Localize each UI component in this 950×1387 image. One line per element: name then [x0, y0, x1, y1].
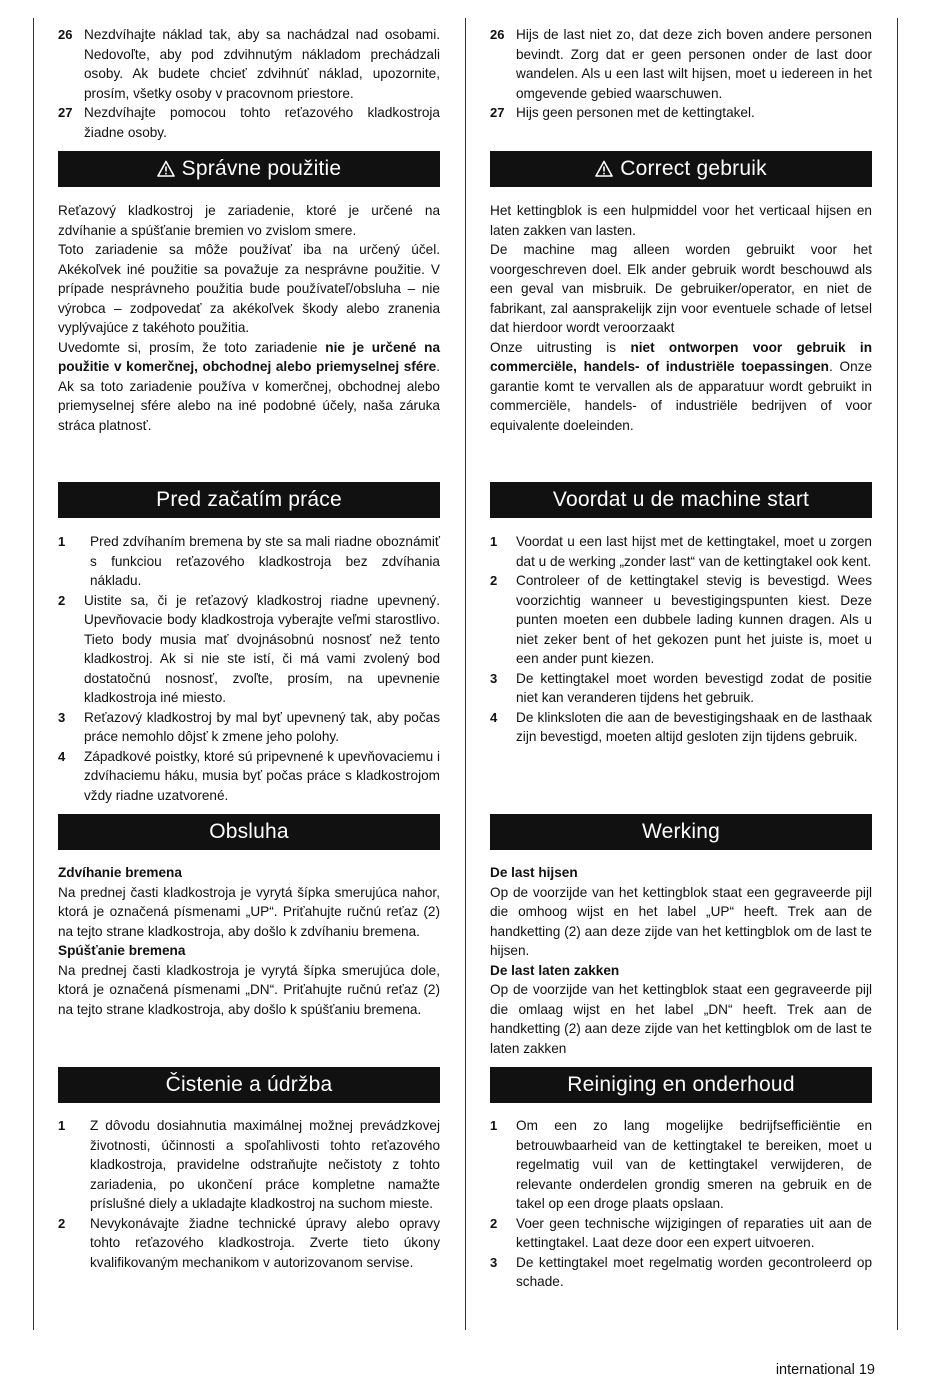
operation-body	[58, 863, 440, 1019]
list-item	[58, 1214, 440, 1273]
paragraph: Na prednej časti kladkostroja je vyrytá šípka smerujúca dole, ktorá je označená písmenami „DN“. Priťahujte ručnú reťaz (2) na tejto strane kladkostroja, aby došlo k spúšťaniu bremena.	[58, 962, 440, 1017]
list-item	[58, 103, 440, 142]
text-span: . Onze garantie komt te vervallen als de apparatuur wordt gebruikt in commerciële, handels- of industriële bedrijven of voor equivalente doeleinden.	[490, 359, 873, 433]
list-item	[58, 591, 440, 708]
heading-text: Voordat u de machine start	[552, 488, 810, 512]
list-item	[58, 25, 440, 103]
item-text: Nevykonávajte žiadne technické úpravy alebo opravy tohto reťazového kladkostroja. Zverte tieto úkony kvalifikovaným mechanikom v autorizovanom servise.	[90, 1215, 440, 1270]
heading-text: Obsluha	[209, 820, 289, 844]
text-span: . Ak sa toto zariadenie používa v komerčnej, obchodnej alebo priemyselnej sfére alebo na iné podobné účely, naša záruka stráca platnosť.	[58, 359, 440, 433]
right-margin-rule	[897, 18, 898, 1330]
item-text: Om een zo lang mogelijke bedrijfsefficiëntie en betrouwbaarheid van de kettingtakel te bereiken, moet u regelmatig vuil van de kettingtakel verwijderen, de relevante onderdelen grondig smeren na gebruik en de takel op een droge plaats opslaan.	[516, 1118, 872, 1211]
item-text: Nezdvíhajte náklad tak, aby sa nachádzal nad osobami. Nedovoľte, aby pod zdvihnutým nákladom prechádzali osoby. Ak budete chcieť zdvihnúť náklad, upozornite, prosím, všetky osoby v pracovnom priestore.	[84, 27, 440, 101]
maintenance-list	[58, 1116, 440, 1272]
list-item	[490, 571, 872, 669]
heading-text: Pred začatím práce	[156, 488, 342, 512]
correct-use-body	[58, 201, 440, 435]
paragraph: Reťazový kladkostroj je zariadenie, ktoré je určené na zdvíhanie a spúšťanie bremien vo zvislom smere.	[58, 203, 440, 238]
section-heading-maintenance	[58, 1067, 440, 1103]
section-heading-correct-use	[490, 151, 872, 187]
list-item	[58, 532, 440, 591]
item-text: De kettingtakel moet regelmatig worden gecontroleerd op schade.	[516, 1254, 872, 1289]
text-span: Onze uitrusting is	[490, 339, 631, 355]
section-heading-operation	[58, 814, 440, 850]
text-span: Uvedomte si, prosím, že toto zariadenie	[58, 339, 326, 355]
item-number: 3	[490, 670, 498, 686]
item-number: 26	[58, 27, 73, 42]
maintenance-list	[490, 1116, 872, 1292]
intro-list	[490, 25, 872, 123]
item-text: De klinksloten die aan de bevestigingshaak en de lasthaak zijn bevestigd, moeten altijd gesloten zijn tijdens gebruik.	[516, 709, 872, 744]
section-heading-before-start	[490, 482, 872, 518]
left-margin-rule	[33, 18, 34, 1330]
list-item	[58, 747, 440, 806]
item-number: 1	[58, 1118, 66, 1133]
paragraph	[490, 338, 872, 436]
item-text: Voordat u een last hijst met de kettingtakel, moet u zorgen dat u de werking „zonder last“ van de kettingtakel ook kent.	[516, 534, 872, 569]
list-item	[490, 103, 872, 123]
item-number: 1	[490, 534, 498, 549]
item-text: Pred zdvíhaním bremena by ste sa mali riadne oboznámiť s funkciou reťazového kladkostroja bez zdvíhania nákladu.	[90, 534, 440, 588]
item-number: 3	[58, 709, 66, 725]
intro-list	[58, 25, 440, 142]
paragraph: Toto zariadenie sa môže používať iba na určený účel. Akékoľvek iné použitie sa považuje za nesprávne použitie. V prípade nesprávneho použitia bude používateľ/obsluha – nie výrobca – zodpovedať za akékoľvek škody alebo zranenia vyplývajúce z takéhoto použitia.	[58, 242, 440, 335]
item-number: 4	[490, 709, 498, 725]
item-number: 4	[58, 748, 66, 764]
subheading: De last hijsen	[490, 865, 578, 880]
heading-text: Správne použitie	[181, 157, 342, 181]
paragraph: Het kettingblok is een hulpmiddel voor het verticaal hijsen en laten zakken van lasten.	[490, 203, 872, 238]
list-item	[490, 532, 872, 571]
list-item	[490, 25, 872, 103]
item-number: 27	[490, 105, 505, 120]
item-number: 2	[58, 592, 66, 608]
heading-text: Correct gebruik	[620, 157, 767, 181]
paragraph	[58, 338, 440, 436]
section-heading-before-start	[58, 482, 440, 518]
paragraph: Na prednej časti kladkostroja je vyrytá šípka smerujúca nahor, ktorá je označená písmenami „UP“. Priťahujte ručnú reťaz (2) na tejto strane kladkostroja, aby došlo k zdvíhaniu bremena.	[58, 884, 440, 939]
heading-text: Werking	[641, 820, 721, 844]
operation-body	[490, 863, 872, 1058]
item-number: 27	[58, 105, 73, 120]
item-number: 2	[490, 573, 498, 588]
list-item	[58, 1116, 440, 1214]
page-footer: international 19	[775, 1362, 875, 1378]
center-column-rule	[465, 18, 466, 1330]
item-number: 2	[58, 1215, 66, 1231]
item-number: 2	[490, 1215, 498, 1231]
bold-text: niet ontworpen voor gebruik in commerciële, handels- of industriële toepassingen	[490, 339, 872, 374]
item-number: 1	[490, 1118, 498, 1133]
list-item	[490, 1253, 872, 1292]
item-text: Reťazový kladkostroj by mal byť upevnený tak, aby počas práce nemohlo dôjsť k zmene jeho polohy.	[84, 709, 440, 744]
item-text: Nezdvíhajte pomocou tohto reťazového kladkostroja žiadne osoby.	[84, 105, 440, 140]
paragraph: Op de voorzijde van het kettingblok staat een gegraveerde pijl die omhoog wijst en het label „UP“ heeft. Trek aan de handketting (2) aan deze zijde van het kettingblok om de last te hijsen.	[490, 884, 872, 958]
warning-triangle-icon	[595, 160, 613, 178]
subheading: Spúšťanie bremena	[58, 943, 186, 958]
section-heading-operation	[490, 814, 872, 850]
list-item	[490, 1116, 872, 1214]
item-text: De kettingtakel moet worden bevestigd zodat de positie niet kan veranderen tijdens het gebruik.	[516, 670, 872, 705]
paragraph: De machine mag alleen worden gebruikt voor het voorgeschreven doel. Elk ander gebruik wordt beschouwd als een geval van misbruik. De gebruiker/operator, en niet de fabrikant, zal aansprakelijk zijn voor eventuele schade of letsel dat hierdoor wordt veroorzaakt	[490, 242, 872, 335]
list-item	[490, 669, 872, 708]
list-item	[490, 708, 872, 747]
item-text: Uistite sa, či je reťazový kladkostroj riadne upevnený. Upevňovacie body kladkostroja vyberajte veľmi starostlivo. Tieto body musia mať dvojnásobnú nosnosť než tento kladkostroj. Ak si nie ste istí, či má vami zvolený bod dostatočnú nosnosť, zvoľte, prosím, na upevnenie kladkostroja iné miesto.	[84, 592, 440, 705]
item-text: Controleer of de kettingtakel stevig is bevestigd. Wees voorzichtig wanneer u bevestigingspunten kiest. Deze punten moeten een dubbele lading kunnen dragen. Als u niet zeker bent of het gekozen punt het juiste is, moet u een ander punt kiezen.	[516, 573, 872, 666]
heading-text: Čistenie a údržba	[165, 1073, 333, 1097]
item-number: 3	[490, 1254, 498, 1270]
subheading: De last laten zakken	[490, 962, 620, 978]
list-item	[490, 1214, 872, 1253]
warning-triangle-icon	[157, 160, 175, 178]
section-heading-correct-use	[58, 151, 440, 187]
item-text: Hijs geen personen met de kettingtakel.	[516, 105, 755, 120]
before-start-list	[490, 532, 872, 747]
heading-text: Reiniging en onderhoud	[567, 1073, 795, 1097]
before-start-list	[58, 532, 440, 805]
correct-use-body	[490, 201, 872, 435]
item-number: 1	[58, 534, 66, 549]
item-number: 26	[490, 27, 505, 42]
subheading: Zdvíhanie bremena	[58, 865, 182, 880]
list-item	[58, 708, 440, 747]
item-text: Voer geen technische wijzigingen of reparaties uit aan de kettingtakel. Laat deze door een expert uitvoeren.	[516, 1215, 872, 1250]
item-text: Z dôvodu dosiahnutia maximálnej možnej prevádzkovej životnosti, účinnosti a spoľahlivosti tohto reťazového kladkostroja, pravidelne odstraňujte nečistoty z tohto zariadenia, po ukončení práce kompletne namažte príslušné diely a ukladajte kladkostroj na suchom mieste.	[90, 1118, 440, 1211]
bold-text: nie je určené na použitie v komerčnej, obchodnej alebo priemyselnej sfére	[58, 339, 440, 374]
item-text: Hijs de last niet zo, dat deze zich boven andere personen bevindt. Zorg dat er geen personen onder de last door wandelen. Als u een last wilt hijsen, moet u iedereen in het omgevende gebied waarschuwen.	[516, 27, 872, 101]
paragraph: Op de voorzijde van het kettingblok staat een gegraveerde pijl die omlaag wijst en het label „DN“ heeft. Trek aan de handketting (2) aan deze zijde van het kettingblok om de last te laten zakken	[490, 982, 872, 1056]
section-heading-maintenance	[490, 1067, 872, 1103]
item-text: Západkové poistky, ktoré sú pripevnené k upevňovaciemu i zdvíhaciemu háku, musia byť počas práce s kladkostrojom vždy riadne uzatvorené.	[84, 748, 440, 803]
